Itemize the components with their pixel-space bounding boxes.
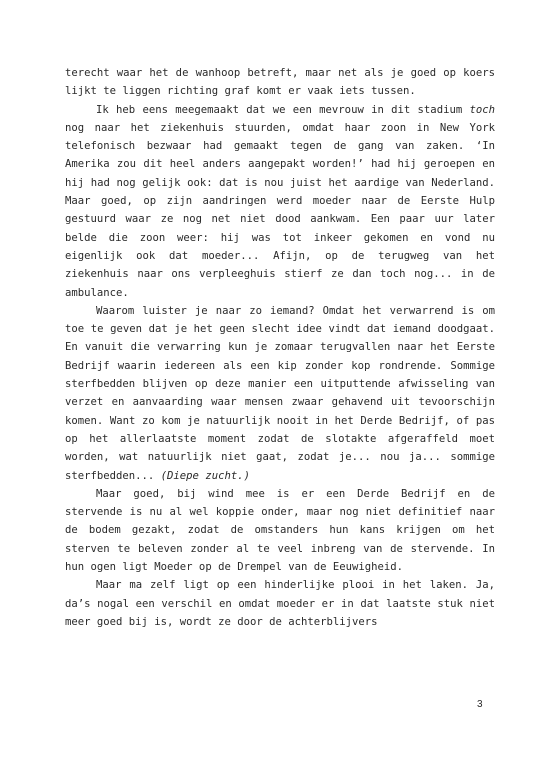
page-number: 3 [477, 699, 483, 710]
stage-direction: (Diepe zucht.) [160, 469, 250, 482]
body-text [65, 64, 495, 631]
emphasis-text: toch [469, 103, 495, 116]
paragraph-text: Maar ma zelf ligt op een hinderlijke plooi in het laken. Ja, da’s nogal een verschil en omdat moeder er in dat laatste stuk niet meer goed bij is, wordt ze door de achterblijvers [65, 579, 495, 628]
paragraph-text: Waarom luister je naar zo iemand? Omdat het verwarrend is om toe te geven dat je het geen slecht idee vindt dat iemand doodgaat. En vanuit die verwarring kun je zomaar terugvallen naar het Eerste Bedrijf waarin iedereen als een kip zonder kop rondrende. Sommige sterfbedden blijven op deze manier een uitputtende afwisseling van verzet en aanvaarding waar mensen zwaar gehavend uit tevoorschijn komen. Want zo kom je natuurlijk nooit in het Derde Bedrijf, of pas op het allerlaatste moment zodat de slotakte afgeraffeld moet worden, wat natuurlijk niet gaat, zodat je... nou ja... sommige sterfbedden... [65, 304, 495, 482]
paragraph-text: nog naar het ziekenhuis stuurden, omdat haar zoon in New York telefonisch bezwaar had gemaakt tegen de gang van zaken. ‘In Amerika zou dit heel anders aangepakt worden!’ had hij geroepen en hij had nog gelijk ook: dat is nou juist het aardige van Nederland. Maar goed, op zijn aandringen werd moeder naar de Eerste Hulp gestuurd waar ze nog net niet dood aankwam. Een paar uur later belde die zoon weer: hij was tot inkeer gekomen en vond nu eigenlijk ook dat moeder... Afijn, op de terugweg van het ziekenhuis naar ons verpleeghuis stierf ze dan toch nog... in de ambulance. [65, 121, 495, 299]
paragraph-text: terecht waar het de wanhoop betreft, maar net als je goed op koers lijkt te liggen richting graf komt er vaak iets tussen. [65, 67, 495, 98]
paragraph-5 [65, 576, 495, 631]
paragraph-text: Maar goed, bij wind mee is er een Derde Bedrijf en de stervende is nu al wel koppie onder, maar nog niet definitief naar de bodem gezakt, zodat de omstanders hun kans krijgen om het sterven te beleven zonder al te veel inbreng van de stervende. In hun ogen ligt Moeder op de Drempel van de Eeuwigheid. [65, 487, 495, 574]
paragraph-text: Ik heb eens meegemaakt dat we een mevrouw in dit stadium [96, 103, 470, 116]
paragraph-4 [65, 485, 495, 576]
paragraph-1 [65, 64, 495, 101]
paragraph-2 [65, 101, 495, 302]
paragraph-3 [65, 302, 495, 485]
